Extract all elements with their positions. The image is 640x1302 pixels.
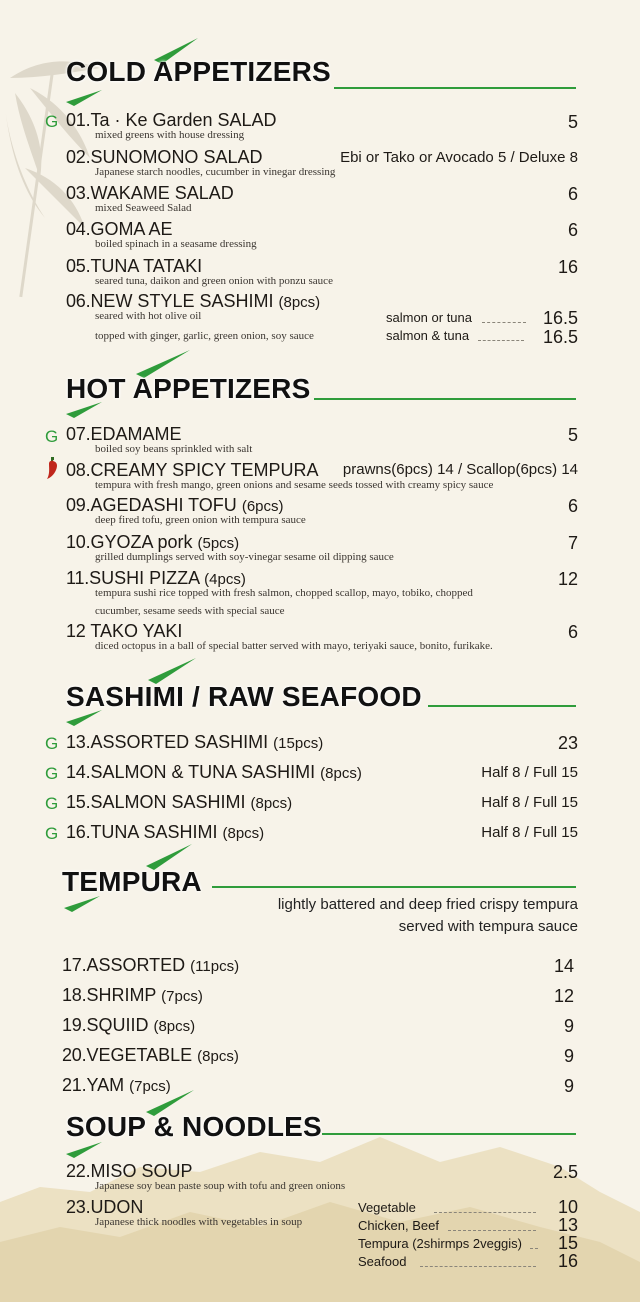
menu-item-price: 12 [557, 569, 578, 589]
menu-item-price: Ebi or Tako or Avocado 5 / Deluxe 8 [340, 149, 578, 166]
menu-item-name: 13.ASSORTED SASHIMI (15pcs) [66, 732, 324, 752]
section-note: lightly battered and deep fried crispy tempura [277, 896, 578, 913]
menu-item-name: 21.YAM (7pcs) [62, 1075, 171, 1095]
menu-item-desc: boiled spinach in a seasame dressing [95, 238, 257, 250]
menu-item-name: 14.SALMON & TUNA SASHIMI (8pcs) [66, 762, 362, 782]
menu-item-name: 10.GYOZA pork (5pcs) [66, 532, 240, 552]
menu-item-desc: grilled dumplings served with soy-vinegar sesame oil dipping sauce [95, 551, 394, 563]
menu-item-name: 11.SUSHI PIZZA (4pcs) [66, 568, 246, 588]
section-title-tempura: TEMPURA [62, 866, 202, 897]
section-title-cold-appetizers: COLD APPETIZERS [66, 56, 331, 87]
menu-item-price: 2.5 [552, 1162, 578, 1182]
dotted-leader [434, 1212, 536, 1213]
menu-item-name: 19.SQUIID (8pcs) [62, 1015, 196, 1035]
menu-item-desc: tempura with fresh mango, green onions and sesame seeds tossed with creamy spicy sauce [95, 479, 494, 491]
menu-item-name: 07.EDAMAME [66, 424, 182, 444]
dotted-leader [420, 1266, 536, 1267]
menu-item-desc: deep fired tofu, green onion with tempura sauce [95, 514, 306, 526]
option-price: 15 [557, 1233, 578, 1253]
option-price: 16.5 [542, 308, 578, 328]
menu-item-name: 04.GOMA AE [66, 219, 173, 239]
menu-item-price: 14 [553, 956, 574, 976]
menu-item-name: 15.SALMON SASHIMI (8pcs) [66, 792, 293, 812]
section-title-sashimi: SASHIMI / RAW SEAFOOD [66, 681, 422, 712]
menu-item-price: 9 [563, 1016, 574, 1036]
menu-item-desc: Japanese soy bean paste soup with tofu and green onions [95, 1180, 346, 1192]
menu-item-name: 08.CREAMY SPICY TEMPURA [66, 460, 319, 480]
section-title-hot-appetizers: HOT APPETIZERS [66, 373, 311, 404]
dotted-leader [530, 1248, 538, 1249]
menu-item-desc: topped with ginger, garlic, green onion, soy sauce [95, 330, 314, 342]
gluten-free-badge: G [45, 764, 59, 783]
section-rule [428, 705, 576, 707]
chili-pepper-icon [44, 456, 60, 480]
gluten-free-badge: G [45, 824, 59, 843]
option-label: salmon & tuna [386, 328, 470, 343]
menu-item-desc: tempura sushi rice topped with fresh salmon, chopped scallop, mayo, tobiko, chopped [95, 587, 473, 599]
menu-item-price: 6 [567, 622, 578, 642]
section-rule [334, 87, 576, 89]
menu-item-price: Half 8 / Full 15 [481, 824, 578, 841]
menu-item-price: Half 8 / Full 15 [481, 764, 578, 781]
option-label: salmon or tuna [386, 310, 472, 325]
menu-item-desc: seared with hot olive oil [95, 310, 202, 322]
menu-item-desc: diced octopus in a ball of special batter served with mayo, teriyaki sauce, bonito, furikake. [95, 640, 493, 652]
menu-item-price: 6 [567, 220, 578, 240]
gluten-free-badge: G [45, 112, 59, 131]
option-label: Seafood [358, 1254, 407, 1269]
menu-item-price: 16 [557, 257, 578, 277]
menu-item-name: 06.NEW STYLE SASHIMI (8pcs) [66, 291, 321, 311]
gluten-free-badge: G [45, 794, 59, 813]
menu-item-name: 17.ASSORTED (11pcs) [62, 955, 240, 975]
menu-item-price: 6 [567, 184, 578, 204]
menu-item-name: 03.WAKAME SALAD [66, 183, 234, 203]
option-price: 13 [557, 1215, 578, 1235]
dotted-leader [482, 322, 526, 323]
option-label: Chicken, Beef [358, 1218, 439, 1233]
menu-item-price: 23 [557, 733, 578, 753]
gluten-free-badge: G [45, 734, 59, 753]
dotted-leader [448, 1230, 536, 1231]
menu-item-price: Half 8 / Full 15 [481, 794, 578, 811]
menu-item-desc: Japanese thick noodles with vegetables in soup [95, 1216, 303, 1228]
option-label: Vegetable [358, 1200, 416, 1215]
section-note: served with tempura sauce [398, 918, 578, 935]
menu-item-price: 9 [563, 1046, 574, 1066]
menu-item-desc: Japanese starch noodles, cucumber in vinegar dressing [95, 166, 336, 178]
menu-item-name: 12 TAKO YAKI [66, 621, 183, 641]
menu-item-name: 05.TUNA TATAKI [66, 256, 203, 276]
menu-item-price: 9 [563, 1076, 574, 1096]
menu-item-price: prawns(6pcs) 14 / Scallop(6pcs) 14 [342, 461, 578, 478]
menu-item-price: 6 [567, 496, 578, 516]
gluten-free-badge: G [45, 427, 59, 446]
option-label: Tempura (2shirmps 2veggis) [358, 1236, 523, 1251]
option-price: 16.5 [542, 327, 578, 347]
menu-item-name: 23.UDON [66, 1197, 144, 1217]
menu-item-price: 5 [567, 112, 578, 132]
menu-item-price: 12 [553, 986, 574, 1006]
section-rule [322, 1133, 576, 1135]
menu-item-name: 20.VEGETABLE (8pcs) [62, 1045, 239, 1065]
menu-item-desc: seared tuna, daikon and green onion with ponzu sauce [95, 275, 333, 287]
menu-item-name: 16.TUNA SASHIMI (8pcs) [66, 822, 265, 842]
option-price: 16 [557, 1251, 578, 1271]
menu-item-price: 7 [567, 533, 578, 553]
section-rule [314, 398, 576, 400]
menu-item-name: 09.AGEDASHI TOFU (6pcs) [66, 495, 284, 515]
section-title-soup-noodles: SOUP & NOODLES [66, 1111, 322, 1142]
menu-item-name: 22.MISO SOUP [66, 1161, 193, 1181]
menu-item-desc: boiled soy beans sprinkled with salt [95, 443, 253, 455]
menu-item-desc: mixed Seaweed Salad [95, 202, 192, 214]
menu-item-name: 18.SHRIMP (7pcs) [62, 985, 203, 1005]
dotted-leader [478, 340, 524, 341]
section-rule [212, 886, 576, 888]
menu-item-price: 5 [567, 425, 578, 445]
option-price: 10 [557, 1197, 578, 1217]
menu-item-desc: mixed greens with house dressing [95, 129, 245, 141]
menu-item-name: 01.Ta · Ke Garden SALAD [66, 110, 277, 130]
menu-item-desc: cucumber, sesame seeds with special sauce [95, 605, 285, 617]
menu-item-name: 02.SUNOMONO SALAD [66, 147, 263, 167]
